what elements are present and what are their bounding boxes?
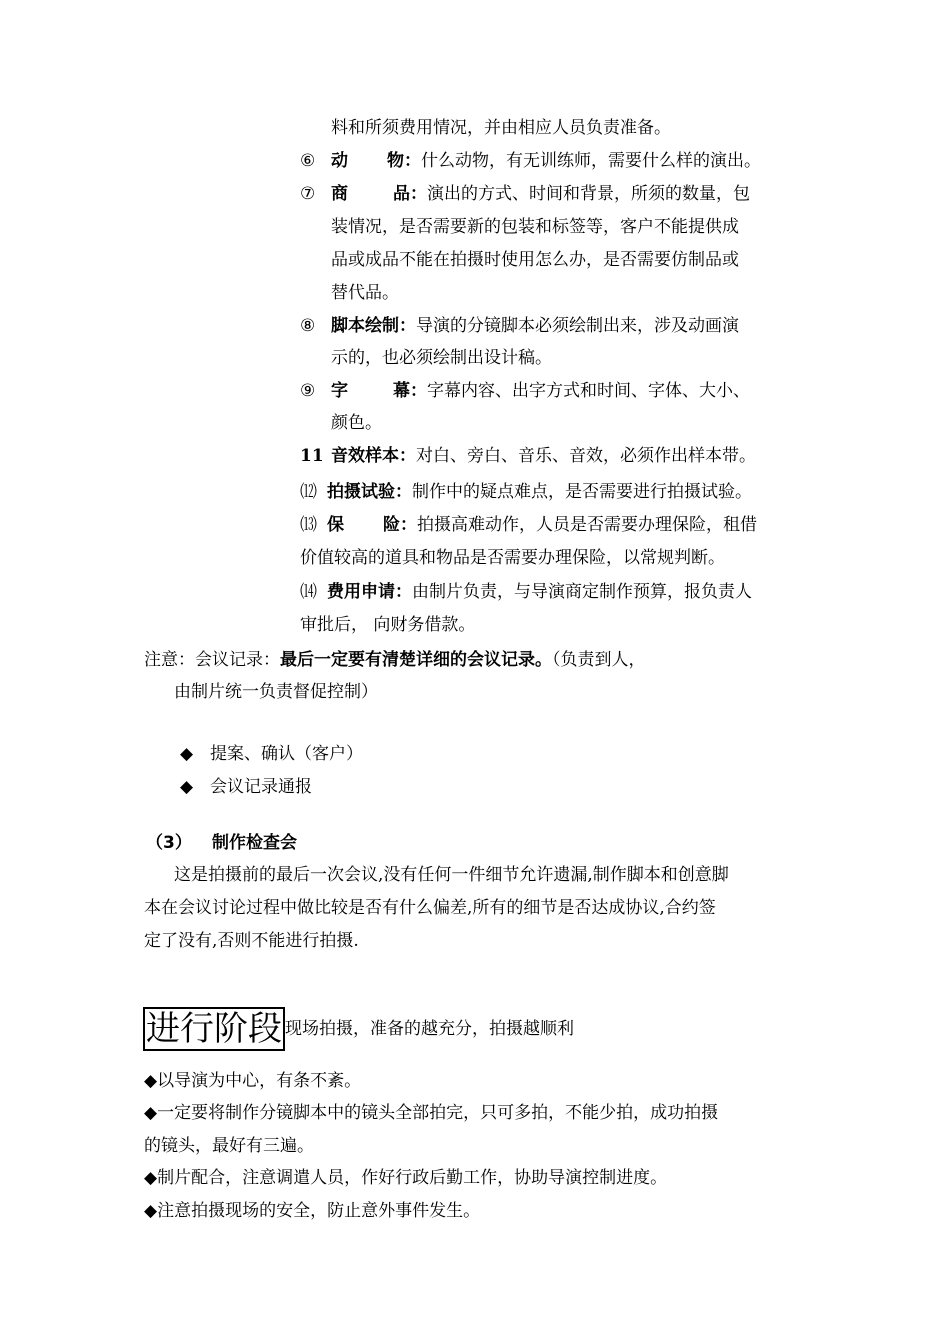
list-item-13: [300, 513, 757, 537]
stage-subtitle: 现场拍摄，准备的越充分，拍摄越顺利: [285, 1019, 574, 1039]
item-text: 什么动物，有无训练师，需要什么样的演出。: [421, 151, 761, 171]
item-number: ⒀: [300, 515, 317, 535]
item-term-b: 险：: [383, 515, 417, 535]
section-title: 制作检查会: [212, 833, 297, 853]
note-suffix: （负责到人，: [552, 650, 646, 670]
item-text: 导演的分镜脚本必须绘制出来，涉及动画演: [416, 316, 739, 336]
bullet-item: [180, 742, 363, 766]
item-number: 11: [300, 446, 324, 466]
item5-continuation: 料和所须费用情况，并由相应人员负责准备。: [331, 118, 671, 138]
stage-bullet: ◆注意拍摄现场的安全，防止意外事件发生。: [144, 1201, 481, 1221]
item-term-a: 字: [331, 381, 348, 401]
item7-cont-3: 替代品。: [331, 283, 399, 303]
item-term: 费用申请：: [327, 582, 412, 602]
list-item-9: [300, 379, 750, 403]
note-prefix: 注意：会议记录：: [144, 650, 280, 670]
item-term-a: 保: [327, 515, 344, 535]
bullet-text: 会议记录通报: [210, 777, 312, 797]
item-text: 拍摄高难动作，人员是否需要办理保险，租借: [417, 515, 757, 535]
item-number: ⒁: [300, 582, 317, 602]
item7-cont-2: 品或成品不能在拍摄时使用怎么办，是否需要仿制品或: [331, 250, 739, 270]
item-term-b: 品：: [393, 184, 427, 204]
item-text: 制作中的疑点难点，是否需要进行拍摄试验。: [412, 482, 752, 502]
item-number: ⑨: [300, 381, 316, 401]
note-bold: 最后一定要有清楚详细的会议记录。: [280, 650, 552, 670]
item-term-a: 动: [331, 151, 348, 171]
item-term: 音效样本：: [331, 446, 416, 466]
diamond-bullet-icon: ◆: [180, 744, 194, 764]
list-item-7: [300, 182, 750, 206]
item-term-b: 物：: [387, 151, 421, 171]
item-term: 脚本绘制：: [331, 316, 416, 336]
section-paragraph-line: 定了没有,否则不能进行拍摄.: [144, 931, 359, 951]
section-number: （3）: [146, 833, 192, 853]
item13-cont-1: 价值较高的道具和物品是否需要办理保险，以常规判断。: [300, 548, 725, 568]
item14-cont-1: 审批后， 向财务借款。: [300, 615, 476, 635]
section-heading: [146, 831, 297, 855]
item-text: 由制片负责，与导演商定制作预算，报负责人: [412, 582, 752, 602]
note-continuation: 由制片统一负责督促控制）: [174, 682, 378, 702]
item9-cont-1: 颜色。: [331, 413, 382, 433]
item8-cont-1: 示的，也必须绘制出设计稿。: [331, 348, 552, 368]
item-number: ⑧: [300, 316, 316, 336]
item-term: 拍摄试验：: [327, 482, 412, 502]
meeting-note: [144, 648, 646, 672]
list-item-14: [300, 580, 752, 604]
list-item-11: [300, 444, 756, 468]
stage-title: 进行阶段: [143, 1007, 285, 1051]
stage-bullet: ◆制片配合，注意调遣人员，作好行政后勤工作，协助导演控制进度。: [144, 1168, 668, 1188]
item-text: 对白、旁白、音乐、音效，必须作出样本带。: [416, 446, 756, 466]
list-item-12: [300, 480, 752, 504]
stage-heading: [143, 1007, 574, 1051]
section-paragraph-line: 这是拍摄前的最后一次会议,没有任何一件细节允许遗漏,制作脚本和创意脚: [174, 865, 729, 885]
stage-bullet-continuation: 的镜头，最好有三遍。: [144, 1136, 314, 1156]
item-number: ⑿: [300, 482, 317, 502]
list-item-6: [300, 149, 761, 173]
section-paragraph-line: 本在会议讨论过程中做比较是否有什么偏差,所有的细节是否达成协议,合约签: [144, 898, 716, 918]
diamond-bullet-icon: ◆: [180, 777, 194, 797]
item-term-a: 商: [331, 184, 348, 204]
bullet-text: 提案、确认（客户）: [210, 744, 363, 764]
item-term-b: 幕：: [393, 381, 427, 401]
item7-cont-1: 装情况，是否需要新的包装和标签等，客户不能提供成: [331, 217, 739, 237]
stage-bullet: ◆一定要将制作分镜脚本中的镜头全部拍完，只可多拍，不能少拍，成功拍摄: [144, 1103, 719, 1123]
item-number: ⑥: [300, 151, 316, 171]
list-item-8: [300, 314, 739, 338]
stage-bullet: ◆以导演为中心，有条不紊。: [144, 1071, 362, 1091]
bullet-item: [180, 775, 312, 799]
item-text: 字幕内容、出字方式和时间、字体、大小、: [427, 381, 750, 401]
item-text: 演出的方式、时间和背景，所须的数量，包: [427, 184, 750, 204]
item-number: ⑦: [300, 184, 316, 204]
